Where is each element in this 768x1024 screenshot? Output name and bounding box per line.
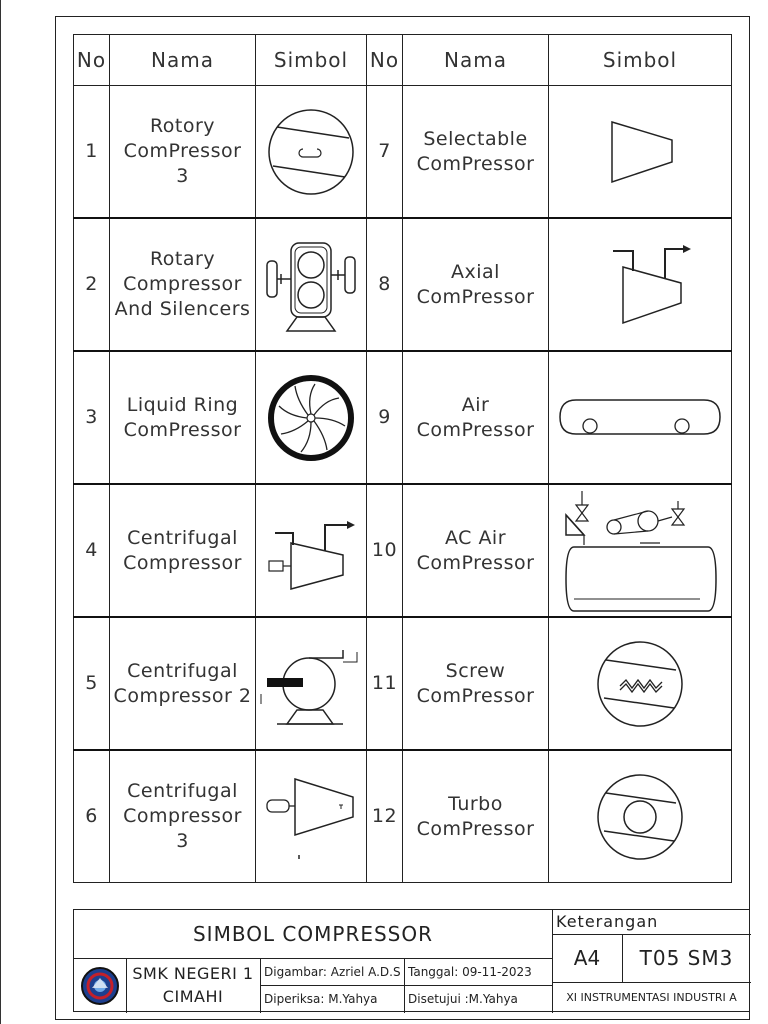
row-number: 12 bbox=[367, 750, 403, 883]
symbol-cell bbox=[549, 484, 732, 617]
diperiksa-field: Diperiksa: M.Yahya bbox=[264, 992, 378, 1006]
divider bbox=[74, 958, 552, 959]
symbol-cell bbox=[549, 86, 732, 219]
name-line: Air bbox=[461, 393, 490, 416]
name-line: Centrifugal bbox=[127, 526, 238, 549]
name-line: AC Air bbox=[444, 526, 507, 549]
screw-compressor-icon bbox=[590, 634, 690, 734]
name-line: Rotory bbox=[149, 115, 216, 137]
header-simbol-2: Simbol bbox=[549, 35, 732, 86]
symbol-name bbox=[110, 750, 256, 883]
symbol-name bbox=[403, 86, 549, 219]
row-number: 1 bbox=[74, 86, 110, 219]
divider bbox=[260, 985, 552, 986]
name-line: ComPressor bbox=[123, 418, 242, 441]
header-no: No bbox=[74, 35, 110, 86]
row-number: 11 bbox=[367, 617, 403, 750]
rotary-compressor-silencers-icon bbox=[259, 235, 363, 335]
table-row bbox=[74, 86, 732, 219]
divider bbox=[622, 934, 623, 982]
table-header-row bbox=[74, 35, 732, 86]
table-row bbox=[74, 484, 732, 617]
name-line: ComPressor bbox=[416, 285, 535, 308]
selectable-compressor-icon bbox=[590, 112, 690, 192]
row-number: 8 bbox=[367, 218, 403, 351]
divider bbox=[404, 958, 405, 1013]
centrifugal-compressor-icon bbox=[259, 503, 363, 599]
symbol-cell bbox=[549, 617, 732, 750]
table-row bbox=[74, 218, 732, 351]
name-line: Centrifugal bbox=[127, 659, 238, 682]
school-line-2: CIMAHI bbox=[162, 987, 224, 1006]
divider bbox=[260, 958, 261, 1013]
symbol-cell bbox=[549, 351, 732, 484]
drawing-code: T05 SM3 bbox=[639, 946, 734, 970]
divider bbox=[552, 982, 751, 983]
name-line: Rotary bbox=[149, 248, 216, 270]
centrifugal-compressor-2-icon bbox=[257, 634, 365, 734]
header-no-2: No bbox=[367, 35, 403, 86]
divider bbox=[552, 910, 553, 1013]
centrifugal-compressor-3-icon bbox=[259, 767, 363, 867]
row-number: 10 bbox=[367, 484, 403, 617]
symbol-name bbox=[403, 218, 549, 351]
name-line: 3 bbox=[176, 165, 189, 187]
name-line: ComPressor bbox=[416, 817, 535, 840]
row-number: 4 bbox=[74, 484, 110, 617]
name-line: Centrifugal bbox=[127, 780, 238, 802]
symbol-name bbox=[110, 484, 256, 617]
table-row bbox=[74, 617, 732, 750]
name-line: ComPressor bbox=[416, 152, 535, 175]
symbol-cell bbox=[256, 218, 367, 351]
symbol-name bbox=[403, 617, 549, 750]
table-row bbox=[74, 750, 732, 883]
row-number: 2 bbox=[74, 218, 110, 351]
digambar-field: Digambar: Azriel A.D.S bbox=[264, 964, 401, 979]
school-line-1: SMK NEGERI 1 bbox=[132, 964, 254, 983]
name-line: Liquid Ring bbox=[126, 393, 239, 416]
symbol-name bbox=[110, 86, 256, 219]
rotary-compressor-icon bbox=[261, 102, 361, 202]
school-emblem-icon bbox=[80, 966, 120, 1006]
symbol-name bbox=[110, 351, 256, 484]
liquid-ring-compressor-icon bbox=[261, 368, 361, 468]
row-number: 9 bbox=[367, 351, 403, 484]
row-number: 7 bbox=[367, 86, 403, 219]
title-block bbox=[73, 909, 750, 1012]
name-line: And Silencers bbox=[114, 298, 251, 320]
symbol-cell bbox=[256, 484, 367, 617]
school-name bbox=[126, 958, 260, 1013]
page-left-edge bbox=[0, 0, 1, 1024]
name-line: ComPressor bbox=[416, 418, 535, 441]
name-line: Compressor bbox=[123, 805, 242, 827]
header-nama: Nama bbox=[110, 35, 256, 86]
paper-size: A4 bbox=[573, 946, 601, 970]
drawing-title: SIMBOL COMPRESSOR bbox=[192, 922, 434, 946]
header-nama-2: Nama bbox=[403, 35, 549, 86]
header-simbol: Simbol bbox=[256, 35, 367, 86]
symbol-name bbox=[403, 750, 549, 883]
symbol-cell bbox=[256, 750, 367, 883]
symbol-cell bbox=[256, 86, 367, 219]
symbol-cell bbox=[549, 750, 732, 883]
symbol-name bbox=[110, 218, 256, 351]
name-line: ComPressor bbox=[416, 684, 535, 707]
name-line: Compressor 2 bbox=[113, 684, 252, 707]
name-line: Selectable bbox=[423, 127, 528, 150]
symbol-name bbox=[110, 617, 256, 750]
ac-air-compressor-icon bbox=[560, 487, 720, 615]
name-line: Axial bbox=[451, 260, 500, 283]
name-line: Turbo bbox=[448, 792, 503, 815]
divider bbox=[126, 958, 127, 1013]
turbo-compressor-icon bbox=[590, 767, 690, 867]
name-line: Screw bbox=[445, 659, 506, 682]
symbol-cell bbox=[256, 617, 367, 750]
symbol-table bbox=[73, 34, 732, 883]
name-line: ComPressor bbox=[416, 551, 535, 574]
school-logo bbox=[74, 958, 126, 1013]
air-compressor-icon bbox=[558, 388, 722, 448]
symbol-cell bbox=[549, 218, 732, 351]
name-line: ComPressor bbox=[123, 140, 242, 162]
department-label: XI INSTRUMENTASI INDUSTRI A bbox=[566, 991, 737, 1004]
row-number: 5 bbox=[74, 617, 110, 750]
name-line: Compressor bbox=[123, 551, 242, 574]
keterangan-label: Keterangan bbox=[556, 912, 659, 931]
symbol-cell bbox=[256, 351, 367, 484]
name-line: Compressor bbox=[123, 273, 242, 295]
row-number: 6 bbox=[74, 750, 110, 883]
tanggal-field: Tanggal: 09-11-2023 bbox=[408, 964, 532, 979]
axial-compressor-icon bbox=[585, 237, 695, 333]
name-line: 3 bbox=[176, 830, 189, 852]
row-number: 3 bbox=[74, 351, 110, 484]
symbol-name bbox=[403, 484, 549, 617]
table-row bbox=[74, 351, 732, 484]
symbol-name bbox=[403, 351, 549, 484]
divider bbox=[552, 934, 751, 935]
disetujui-field: Disetujui :M.Yahya bbox=[408, 992, 518, 1006]
